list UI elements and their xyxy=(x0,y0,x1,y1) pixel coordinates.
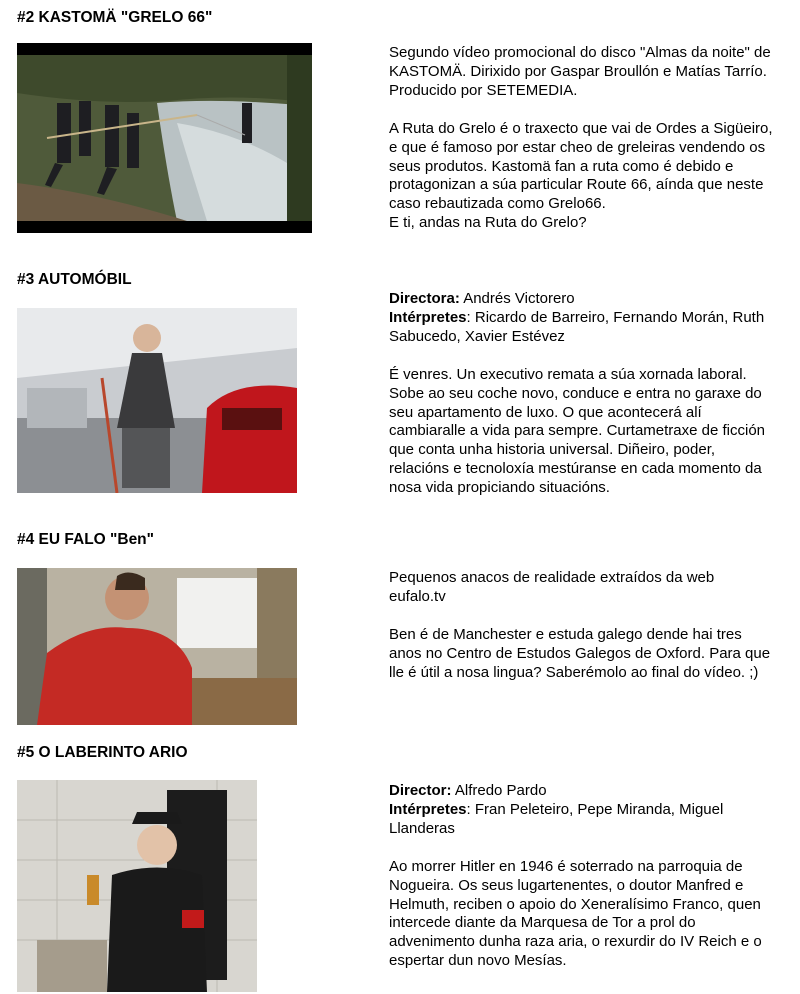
paragraph: Ao morrer Hitler en 1946 é soterrado na parroquia de Nogueira. Os seus lugartenentes, o doutor Manfred e Helmuth, reciben o apoio do Xeneralísimo Franco, quen intercede diante da Marquesa de Tor a prol do advenimento dunha raza aria, o rexurdir do IV Reich e o espertar dun novo Mesías. xyxy=(389,857,762,970)
video-thumbnail-automobil[interactable] xyxy=(17,308,297,493)
video-thumbnail-laberinto[interactable] xyxy=(17,780,257,992)
video-thumbnail-grelo66[interactable] xyxy=(17,43,312,233)
credit-cast: Intérpretes: Ricardo de Barreiro, Fernando Morán, Ruth Sabucedo, Xavier Estévez xyxy=(389,308,765,345)
paragraph: A Ruta do Grelo é o traxecto que vai de Ordes a Sigüeiro, e que é famoso por estar cheo de greleiras vendendo os seus produtos. Kastomä fan a ruta como é debido e protagonizan a súa particular Route 66, aínda que neste caso rebautizada como Grelo66. xyxy=(389,119,773,213)
section-text-eufalo xyxy=(389,569,774,683)
paragraph: Pequenos anacos de realidade extraídos da web eufalo.tv xyxy=(389,569,715,605)
paragraph: E ti, andas na Ruta do Grelo? xyxy=(389,214,587,232)
office-picture xyxy=(17,568,297,725)
section-text-automobil xyxy=(389,290,774,498)
section-title-laberinto: #5 O LABERINTO ARIO xyxy=(17,744,188,761)
section-title-automobil: #3 AUTOMÓBIL xyxy=(17,271,132,288)
paragraph: É venres. Un executivo remata a súa xornada laboral. Sobe ao seu coche novo, conduce e entra no garaxe do seu apartamento de luxo. O que acontecerá alí cambiaralle a vida para sempre. Curtametraxe de ficción que conta unha historia universal. Diñeiro, poder, relacións e tecnoloxía mestúranse en cada momento da nosa vida propiciando situacións. xyxy=(389,365,766,497)
paragraph: Segundo vídeo promocional do disco "Almas da noite" de KASTOMÄ. Dirixido por Gaspar Broullón e Matías Tarrío. Producido por SETEMEDIA. xyxy=(389,44,771,99)
uniform-picture xyxy=(17,780,257,992)
credit-director: Directora: Andrés Victorero xyxy=(389,290,575,307)
river-rope-picture xyxy=(17,43,312,233)
credit-director: Director: Alfredo Pardo xyxy=(389,782,547,799)
section-title-grelo66: #2 KASTOMÄ "GRELO 66" xyxy=(17,9,213,26)
section-title-eufalo: #4 EU FALO "Ben" xyxy=(17,531,155,548)
paragraph: Ben é de Manchester e estuda galego dende hai tres anos no Centro de Estudos Galegos de Oxford. Para que lle é útil a nosa lingua? Saberémolo ao final do vídeo. ;) xyxy=(389,625,771,681)
video-thumbnail-eufalo[interactable] xyxy=(17,568,297,725)
garage-picture xyxy=(17,308,297,493)
section-text-laberinto xyxy=(389,782,774,971)
section-text-grelo66 xyxy=(389,44,774,233)
credit-cast: Intérpretes: Fran Peleteiro, Pepe Miranda, Miguel Llanderas xyxy=(389,800,724,837)
